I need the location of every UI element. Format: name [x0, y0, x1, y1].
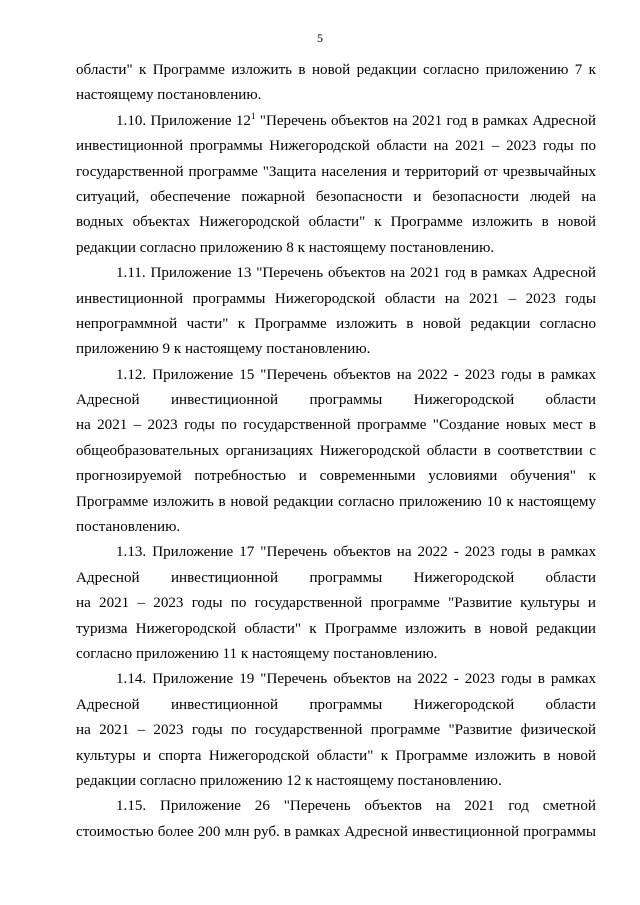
superscript: 1: [250, 110, 256, 121]
document-body: [76, 58, 596, 845]
text-line: стоимостью более 200 млн руб. в рамках Адресной инвестиционной программы: [76, 823, 596, 840]
text-line: 1.14. Приложение 19 "Перечень объектов на 2022 - 2023 годы в рамках: [116, 671, 596, 688]
text-line: инвестиционной программы Нижегородской области на 2021 – 2023 годы по: [76, 138, 596, 155]
paragraph-p-1-14: [76, 667, 596, 794]
text-line: [76, 109, 596, 134]
text-line: настоящему постановлению.: [76, 87, 262, 104]
text-line: области" к Программе изложить в новой редакции согласно приложению 7 к: [76, 62, 596, 78]
paragraph-p-1-11: [76, 261, 596, 363]
text-line: согласно приложению 11 к настоящему постановлению.: [76, 645, 438, 662]
paragraph-p-1-9-cont: [76, 58, 596, 109]
paragraph-p-1-12: [76, 363, 596, 541]
page-number: 5: [317, 31, 323, 45]
text-line: 1.13. Приложение 17 "Перечень объектов на 2022 - 2023 годы в рамках: [116, 544, 596, 561]
text-line: на 2021 – 2023 годы по государственной программе "Создание новых мест в: [76, 417, 596, 434]
text-line: постановлению.: [76, 519, 181, 536]
paragraph-p-1-13: [76, 540, 596, 667]
text-line: на 2021 – 2023 годы по государственной программе "Развитие культуры и: [76, 595, 596, 612]
paragraph-p-1-15: [76, 794, 596, 845]
text-line: Адресной инвестиционной программы Нижегородской области: [76, 569, 596, 586]
text-segment: "Перечень объектов на 2021 год в рамках Адресной: [255, 112, 596, 129]
text-line: редакции согласно приложению 12 к настоящему постановлению.: [76, 772, 502, 789]
text-line: редакции согласно приложению 8 к настоящему постановлению.: [76, 239, 495, 256]
text-line: культуры и спорта Нижегородской области" к Программе изложить в новой: [76, 747, 596, 764]
text-line: общеобразовательных организациях Нижегородской области в соответствии с: [76, 442, 596, 459]
text-line: прогнозируемой потребностью и современными условиями обучения" к: [76, 468, 596, 485]
text-line: инвестиционной программы Нижегородской области на 2021 – 2023 годы: [76, 290, 596, 307]
text-line: Адресной инвестиционной программы Нижегородской области: [76, 392, 596, 409]
text-line: на 2021 – 2023 годы по государственной программе "Развитие физической: [76, 722, 596, 739]
text-line: 1.15. Приложение 26 "Перечень объектов на 2021 год сметной: [116, 798, 596, 815]
text-line: 1.11. Приложение 13 "Перечень объектов на 2021 год в рамках Адресной: [116, 265, 596, 282]
text-line: 1.12. Приложение 15 "Перечень объектов на 2022 - 2023 годы в рамках: [116, 366, 596, 383]
text-line: Адресной инвестиционной программы Нижегородской области: [76, 696, 596, 713]
text-line: водных объектах Нижегородской области" к Программе изложить в новой: [76, 214, 596, 231]
text-line: приложению 9 к настоящему постановлению.: [76, 341, 371, 358]
text-line: туризма Нижегородской области" к Программе изложить в новой редакции: [76, 620, 596, 637]
text-line: Программе изложить в новой редакции согласно приложению 10 к настоящему: [76, 493, 596, 510]
text-line: государственной программе "Защита населения и территорий от чрезвычайных: [76, 163, 596, 180]
text-line: непрограммной части" к Программе изложить в новой редакции согласно: [76, 315, 596, 332]
paragraph-p-1-10: [76, 109, 596, 261]
text-line: ситуаций, обеспечение пожарной безопасности и безопасности людей на: [76, 188, 596, 205]
text-segment: 1.10. Приложение 12: [116, 112, 251, 129]
